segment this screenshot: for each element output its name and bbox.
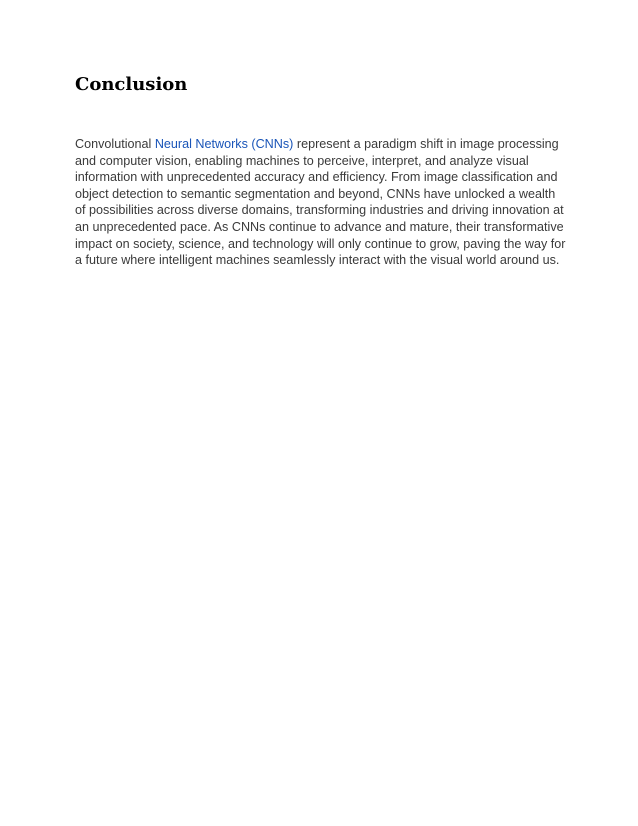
section-heading: Conclusion [75,74,188,95]
neural-networks-link[interactable]: Neural Networks (CNNs) [154,137,294,151]
paragraph-text-before-link: Convolutional [75,137,155,151]
paragraph-text-after-link: represent a paradigm shift in image processing and computer vision, enabling machines to perceive, interpret, and analyze visual information with unprecedented accuracy and efficiency. From image classification and object detection to semantic segmentation and beyond, CNNs have unlocked a wealth of possibilities across diverse domains, transforming industries and driving innovation at an unprecedented pace. As CNNs continue to advance and mature, their transformative impact on society, science, and technology will only continue to grow, paving the way for a future where intelligent machines seamlessly interact with the visual world around us. [75,137,566,268]
conclusion-paragraph [75,136,567,269]
